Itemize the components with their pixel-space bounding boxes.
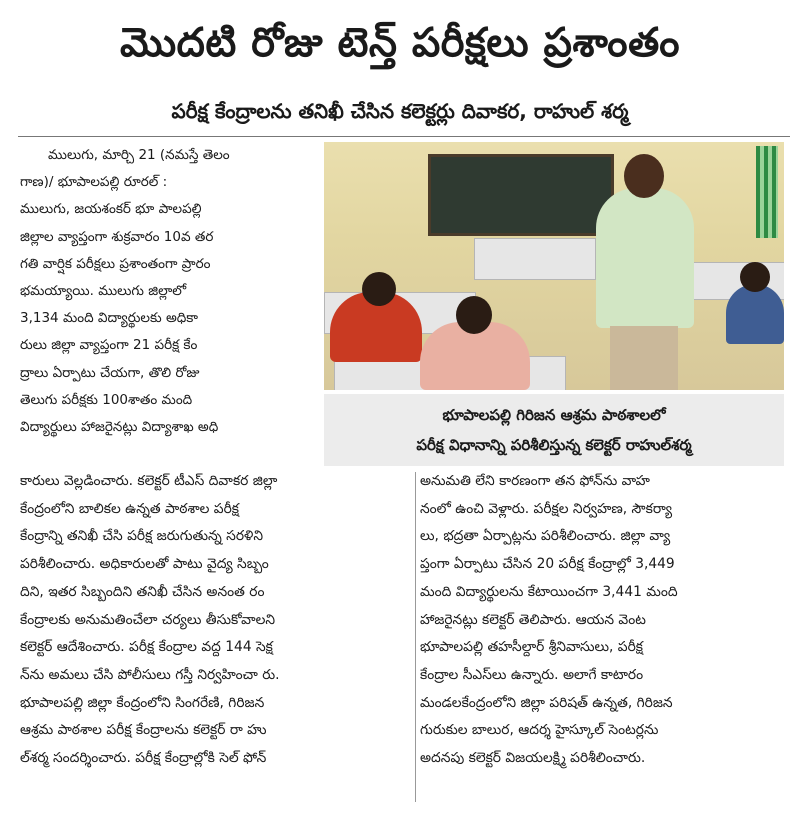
text-line: ద్రాలు ఏర్పాటు చేయగా, తొలి రోజు	[20, 364, 200, 381]
top-left-column	[20, 142, 314, 441]
text-line: అనుమతి లేని కారణంగా తన ఫోన్‌ను వాహ	[420, 473, 650, 489]
text-line: ప్తంగా ఏర్పాటు చేసిన 20 పరీక్ష కేంద్రాల్లో 3,449	[420, 556, 675, 573]
text-line: గాణ)/ భూపాలపల్లి రూరల్ :	[20, 174, 168, 191]
text-line: అదనపు కలెక్టర్ విజయలక్ష్మి పరిశీలించారు.	[420, 750, 646, 767]
photo-caption	[324, 394, 784, 466]
column-divider	[415, 472, 416, 802]
text-line: భూపాలపల్లి జిల్లా కేంద్రంలోని సింగరేణి, గిరిజన	[20, 694, 265, 711]
headline: మొదటి రోజు టెన్త్ పరీక్షలు ప్రశాంతం	[120, 19, 680, 66]
text-line: కేంద్రంలోని బాలికల ఉన్నత పాఠశాల పరీక్ష	[20, 500, 239, 517]
text-line: కేంద్రాలకు అనుమతించేలా చర్యలు తీసుకోవాలని	[20, 611, 276, 628]
text-line: భూపాలపల్లి తహసీల్దార్ శ్రీనివాసులు, పరీక్ష	[420, 639, 643, 656]
text-line: హాజరైనట్లు కలెక్టర్ తెలిపారు. ఆయన వెంట	[420, 611, 646, 628]
student-head	[740, 262, 770, 292]
text-line: ములుగు, జయశంకర్ భూ పాలపల్లి	[20, 201, 202, 218]
student-head	[456, 296, 492, 334]
text-line: నంలో ఉంచి వెళ్లారు. పరీక్షల నిర్వహణ, సౌకర్యా	[420, 500, 673, 517]
text-line: న్‌ను అమలు చేసి పోలీసులు గస్తీ నిర్వహించా రు.	[20, 666, 280, 683]
text-line: దిని, ఇతర సిబ్బందిని తనిఖీ చేసిన అనంత రం	[20, 583, 265, 600]
text-line: ములుగు, మార్చి 21 (నమస్తే తెలం	[48, 147, 230, 163]
text-line: లు, భద్రతా ఏర్పాట్లను పరిశీలించారు. జిల్లా వ్యా	[420, 528, 671, 545]
classroom-exam-photo	[324, 142, 784, 390]
collector-head	[624, 154, 664, 198]
text-line: గతి వార్షిక పరీక్షలు ప్రశాంతంగా ప్రారం	[20, 255, 211, 272]
subheadline: పరీక్ష కేంద్రాలను తనిఖీ చేసిన కలెక్టర్లు దివాకర, రాహుల్ శర్మ	[171, 99, 629, 123]
text-line: జిల్లాల వ్యాప్తంగా శుక్రవారం 10వ తర	[20, 228, 214, 245]
chalkboard	[428, 154, 614, 236]
text-line: మంది విద్యార్థులను కేటాయించగా 3,441 మంది	[420, 583, 678, 600]
text-line: మండలకేంద్రంలోని జిల్లా పరిషత్ ఉన్నత, గిరిజన	[420, 694, 673, 711]
text-line: 3,134 మంది విద్యార్థులకు అధికా	[20, 310, 199, 327]
text-line: కేంద్రాన్ని తనిఖీ చేసి పరీక్ష జరుగుతున్న సరళిని	[20, 528, 264, 545]
text-line: భమయ్యాయి. ములుగు జిల్లాలో	[20, 283, 187, 300]
caption-line: భూపాలపల్లి గిరిజన ఆశ్రమ పాఠశాలలో	[442, 406, 666, 424]
bottom-left-column	[20, 468, 412, 773]
text-line: కలెక్టర్ ఆదేశించారు. పరీక్ష కేంద్రాల వద్ద 144 సెక్ష	[20, 639, 273, 656]
collector-legs	[610, 326, 678, 390]
text-line: కేంద్రాల సీఎస్‌లు ఉన్నారు. అలాగే కాటారం	[420, 666, 644, 683]
text-line: కారులు వెల్లడించారు. కలెక్టర్ టీఎస్ దివాకర జిల్లా	[20, 473, 278, 489]
text-line: పరిశీలించారు. అధికారులతో పాటు వైద్య సిబ్బం	[20, 556, 269, 573]
text-line: ఆశ్రమ పాఠశాల పరీక్ష కేంద్రాలను కలెక్టర్ రా హు	[20, 722, 267, 739]
student-head	[362, 272, 396, 306]
collector-figure	[596, 188, 694, 328]
window	[756, 146, 778, 238]
text-line: విద్యార్థులు హాజరైనట్లు విద్యాశాఖ అధి	[20, 419, 219, 436]
bottom-right-column	[420, 468, 782, 773]
text-line: ల్‌శర్మ సందర్శించారు. పరీక్ష కేంద్రాల్లోకి సెల్ ఫోన్	[20, 750, 267, 767]
text-line: తెలుగు పరీక్షకు 100శాతం మంది	[20, 391, 193, 408]
text-line: రులు జిల్లా వ్యాప్తంగా 21 పరీక్ష కేం	[20, 337, 198, 354]
divider	[18, 136, 790, 137]
desk	[474, 238, 596, 280]
caption-line: పరీక్ష విధానాన్ని పరిశీలిస్తున్న కలెక్టర్ రాహుల్‌శర్మ	[416, 436, 692, 454]
text-line: గురుకుల బాలుర, ఆదర్శ హైస్కూల్ సెంటర్లను	[420, 722, 659, 739]
student-figure	[726, 284, 784, 344]
